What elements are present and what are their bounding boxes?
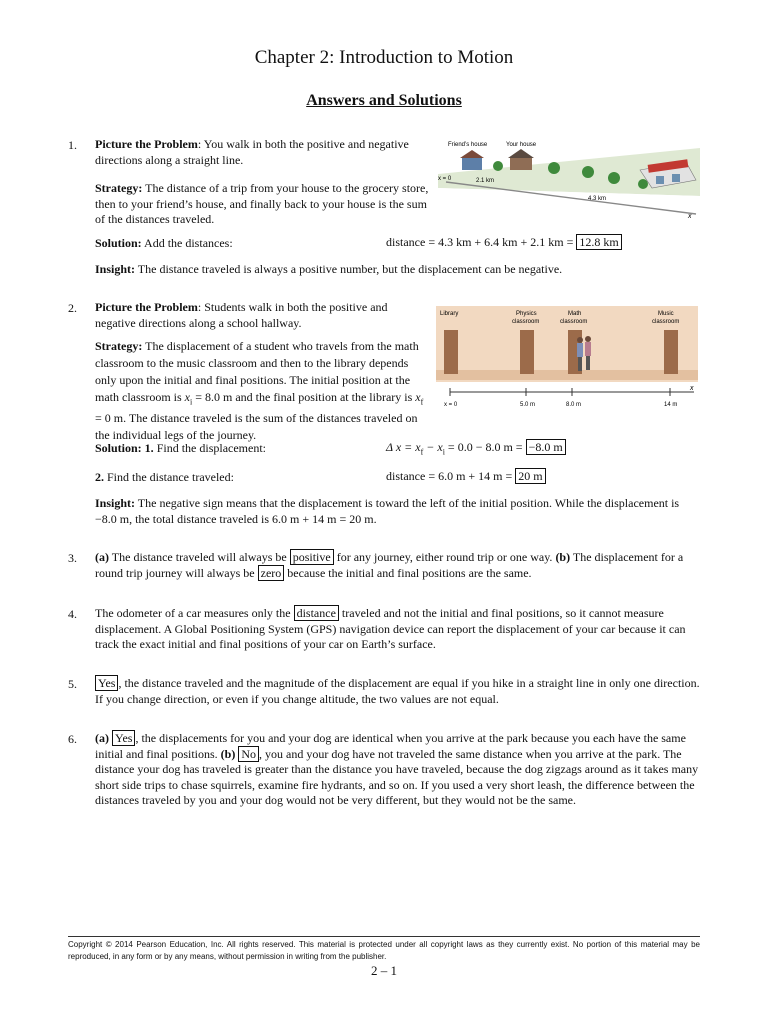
tick-label-5: 5.0 m: [520, 402, 536, 408]
insight-label: Insight:: [95, 496, 136, 510]
fig1-d2-label: 4.3 km: [588, 196, 607, 202]
problem-1-solution: [95, 236, 233, 252]
problem-3-number: 3.: [68, 551, 77, 565]
hallway-figure: [436, 306, 698, 410]
part-a-text: The distance traveled will always be: [109, 550, 290, 564]
strategy-text-2: and the final position at the library is: [232, 390, 416, 404]
section-subtitle: Answers and Solutions: [306, 92, 462, 109]
copyright-notice: Copyright © 2014 Pearson Education, Inc. All rights reserved. This material is protected under all copyright laws as they currently exist. No portion of this material may be reproduced, in any form or by any means, without permission in writing from the publisher.: [68, 940, 700, 961]
strategy-text-3: . The distance traveled is the sum of the distances traveled on the individual legs of the journey.: [95, 411, 418, 443]
part-b-label: (b): [220, 746, 236, 761]
problem-6-number: 6.: [68, 732, 77, 746]
strategy-label: Strategy:: [95, 181, 143, 195]
part-a-text: , the displacements for you and your dog are identical when you arrive at the park because you each have the same initial and final positions.: [95, 731, 686, 761]
eq1-part-3: = 0.0 − 8.0 m =: [444, 440, 523, 454]
fig2-music-label-2: classroom: [652, 319, 680, 325]
problem-2-strategy: [95, 338, 427, 444]
tick-label-8: 8.0 m: [566, 402, 582, 408]
xi-subscript: i: [189, 397, 193, 407]
fig2-physics-label-2: classroom: [512, 319, 540, 325]
fig1-origin-label: x = 0: [438, 176, 452, 182]
problem-1-equation: [386, 235, 622, 250]
problem-2-solution-1: [95, 441, 266, 457]
answer-box-positive: positive: [290, 549, 334, 565]
fig2-math-label-2: classroom: [560, 319, 588, 325]
problem-2-picture: [95, 300, 415, 331]
part-b-text: , you and your dog have not traveled the same distance when you arrive at the park. The distance your dog has traveled is greater than the distance you have traveled, because the dog zigzags around as it takes many short side trips to chase squirrels, examine fire hydrants, and so on. If you used a very short leash, the difference between the distances traveled by you and your dog would not be very different, but they would not be the same.: [95, 746, 699, 807]
problem-1-picture: [95, 137, 430, 168]
strategy-text: The distance of a trip from your house to the grocery store, then to your friend’s house, and finally back to your house is the sum of the distances traveled.: [95, 181, 429, 226]
problem-4-text: [95, 606, 700, 653]
insight-text: The distance traveled is always a positive number, but the displacement can be negative.: [135, 262, 563, 276]
fig2-music-label-1: Music: [658, 311, 674, 317]
eq1-part-2: − x: [423, 440, 443, 454]
xf-subscript: f: [420, 397, 424, 407]
tick-label-0: x = 0: [444, 402, 458, 408]
chapter-title: Chapter 2: Introduction to Motion: [254, 47, 514, 68]
ptp-text: : Students walk in both the positive and negative directions along a school hallway.: [95, 300, 388, 330]
answer-box-zero: zero: [258, 565, 285, 581]
answer-box-displacement: −8.0 m: [526, 439, 566, 455]
ptp-label: Picture the Problem: [95, 300, 198, 314]
problem-1-number: 1.: [68, 138, 77, 152]
ptp-text: : You walk in both the positive and negative directions along a straight line.: [95, 137, 409, 167]
tick-label-14: 14 m: [664, 402, 678, 408]
answer-box-no-6b: No: [238, 746, 259, 762]
eq1-part-1: Δ x = x: [386, 440, 421, 454]
fig1-friends-house-label: Friend’s house: [448, 142, 488, 148]
fig2-math-label-1: Math: [568, 311, 582, 317]
problem-6-text: [95, 731, 700, 809]
solution-1-label: Solution: 1.: [95, 441, 154, 455]
equation-text: distance = 4.3 km + 6.4 km + 2.1 km =: [386, 235, 574, 249]
part-a-label: (a): [95, 550, 109, 564]
part-a-rest: for any journey, either round trip or one way.: [333, 550, 556, 564]
solution-2-label: 2.: [95, 470, 104, 484]
fig2-library-label: Library: [440, 311, 459, 317]
solution-2-text: Find the distance traveled:: [104, 470, 234, 484]
fig1-axis-label: x: [688, 213, 692, 220]
answer-box: 12.8 km: [576, 234, 621, 250]
problem-5-number: 5.: [68, 677, 77, 691]
problem-2-number: 2.: [68, 301, 77, 315]
page-number: 2 – 1: [371, 963, 397, 978]
problem-2-solution-2: [95, 470, 234, 486]
xi-value: = 8.0 m: [192, 390, 233, 404]
solution-label: Solution:: [95, 236, 142, 250]
problem-2-equation-2: [386, 469, 546, 484]
fig1-d1-label: 2.1 km: [476, 178, 495, 184]
eq2-text: distance = 6.0 m + 14 m =: [386, 469, 513, 483]
part-b-text: The displacement for a round trip journey will always be: [95, 550, 684, 580]
fig2-physics-label-1: Physics: [516, 311, 537, 317]
problem-2-equation-1: [386, 440, 566, 456]
ptp-label: Picture the Problem: [95, 137, 198, 151]
problem-2-insight: [95, 496, 700, 527]
problem-3-text: [95, 550, 700, 581]
solution-text: Add the distances:: [141, 236, 233, 250]
fig2-axis-label: x: [690, 385, 694, 392]
answer-box-distance: 20 m: [515, 468, 545, 484]
problem-4-number: 4.: [68, 607, 77, 621]
eq1-sub-f: f: [420, 447, 424, 457]
insight-text: The negative sign means that the displacement is toward the left of the initial position. While the displacement is −8.0 m, the total distance traveled is 6.0 m + 14 m = 20 m.: [95, 496, 680, 526]
answer-box-yes: Yes: [95, 675, 118, 691]
fig1-your-house-label: Your house: [506, 142, 537, 148]
eq1-sub-i: i: [442, 447, 445, 457]
xi-symbol: x: [184, 390, 190, 404]
insight-label: Insight:: [95, 262, 136, 276]
footer-divider: [68, 936, 700, 937]
part-b-label: (b): [555, 550, 571, 564]
problem-1-strategy: [95, 181, 435, 228]
strategy-text-1: The displacement of a student who travels from the math classroom to the music classroom and then to the library depends only upon the initial and final positions. The initial position at the math classroom is: [95, 339, 419, 404]
part-b-rest: because the initial and final positions are the same.: [284, 565, 532, 580]
problem-5-text: [95, 676, 700, 707]
solution-1-text: Find the displacement:: [153, 441, 266, 455]
answer-box-distance-word: distance: [294, 605, 339, 621]
problem-1-insight: [95, 262, 700, 278]
part-a-label: (a): [95, 731, 109, 745]
answer-box-yes-6a: Yes: [112, 730, 135, 746]
p5-text: , the distance traveled and the magnitude of the displacement are equal if you hike in a straight line in only one direction. If you change direction, or even if you change altitude, the two values are not equal.: [95, 676, 700, 706]
xf-symbol: x: [415, 390, 421, 404]
p4-text-1: The odometer of a car measures only the: [95, 606, 294, 620]
strategy-label: Strategy:: [95, 339, 143, 353]
p4-text-2: traveled and not the initial and final positions, so it cannot measure displacement. A Global Positioning System (GPS) navigation device can report the displacement of your car because it can track the exact initial and final positions of your car on Earth’s surface.: [95, 606, 686, 651]
house-store-figure: [438, 136, 700, 222]
xf-value: = 0 m: [95, 411, 124, 426]
